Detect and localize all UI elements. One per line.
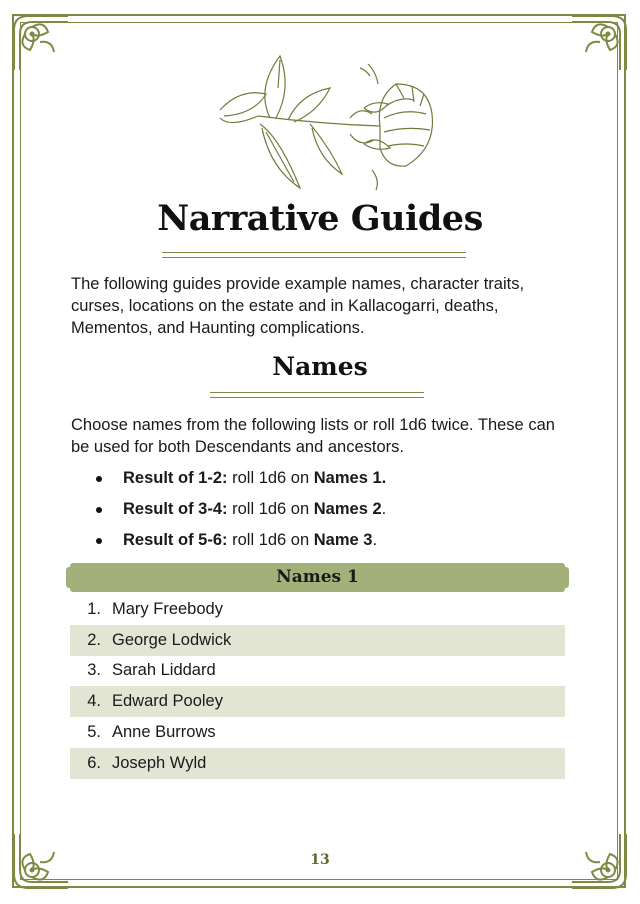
intro-paragraph: The following guides provide example names, character traits, curses, locations on the estate and in Kallacogarri, deaths, Mementos, and Haunting complications. bbox=[71, 275, 525, 337]
result-instruction: roll 1d6 on bbox=[232, 469, 310, 487]
row-name: Mary Freebody bbox=[112, 599, 223, 618]
row-name: Sarah Liddard bbox=[112, 661, 216, 680]
section-divider bbox=[210, 392, 424, 398]
section-heading: Names bbox=[272, 352, 368, 381]
table-row bbox=[70, 594, 565, 625]
table-row bbox=[70, 656, 565, 687]
row-name: Edward Pooley bbox=[112, 692, 223, 711]
section-paragraph: Choose names from the following lists or roll 1d6 twice. These can be used for both Descendants and ancestors. bbox=[71, 416, 555, 456]
bullet-icon bbox=[96, 538, 102, 544]
row-name: Joseph Wyld bbox=[112, 753, 207, 772]
bullet-icon bbox=[96, 476, 102, 482]
bullet-icon bbox=[96, 507, 102, 513]
table-row bbox=[70, 625, 565, 656]
list-item bbox=[96, 496, 386, 527]
row-name: George Lodwick bbox=[112, 630, 232, 649]
list-item bbox=[96, 527, 386, 558]
result-tail: . bbox=[372, 531, 378, 549]
result-instruction: roll 1d6 on bbox=[232, 500, 310, 518]
result-range: Result of 5-6: bbox=[123, 531, 228, 549]
title-divider bbox=[162, 252, 466, 258]
ornament-corner-top-right bbox=[568, 10, 632, 74]
page-number: 13 bbox=[310, 852, 330, 868]
list-item bbox=[96, 465, 386, 496]
roll-result-list bbox=[96, 465, 386, 558]
ornament-corner-top-left bbox=[8, 10, 72, 74]
row-number: 2. bbox=[87, 630, 101, 649]
names-table bbox=[70, 594, 565, 779]
result-instruction: roll 1d6 on bbox=[232, 531, 310, 549]
flower-illustration bbox=[200, 48, 440, 196]
row-number: 6. bbox=[87, 753, 101, 772]
table-row bbox=[70, 748, 565, 779]
row-name: Anne Burrows bbox=[112, 723, 216, 742]
table-row bbox=[70, 686, 565, 717]
row-number: 3. bbox=[87, 661, 101, 680]
result-target: Names 1. bbox=[313, 469, 387, 487]
result-range: Result of 3-4: bbox=[123, 500, 228, 518]
result-target: Name 3 bbox=[313, 531, 373, 549]
result-target: Names 2 bbox=[313, 500, 382, 518]
result-range: Result of 1-2: bbox=[123, 469, 228, 487]
table-row bbox=[70, 717, 565, 748]
page-title: Narrative Guides bbox=[157, 198, 483, 239]
row-number: 5. bbox=[87, 723, 101, 742]
row-number: 1. bbox=[87, 599, 101, 618]
table-heading: Names 1 bbox=[70, 563, 565, 592]
result-tail: . bbox=[381, 500, 387, 518]
row-number: 4. bbox=[87, 692, 101, 711]
